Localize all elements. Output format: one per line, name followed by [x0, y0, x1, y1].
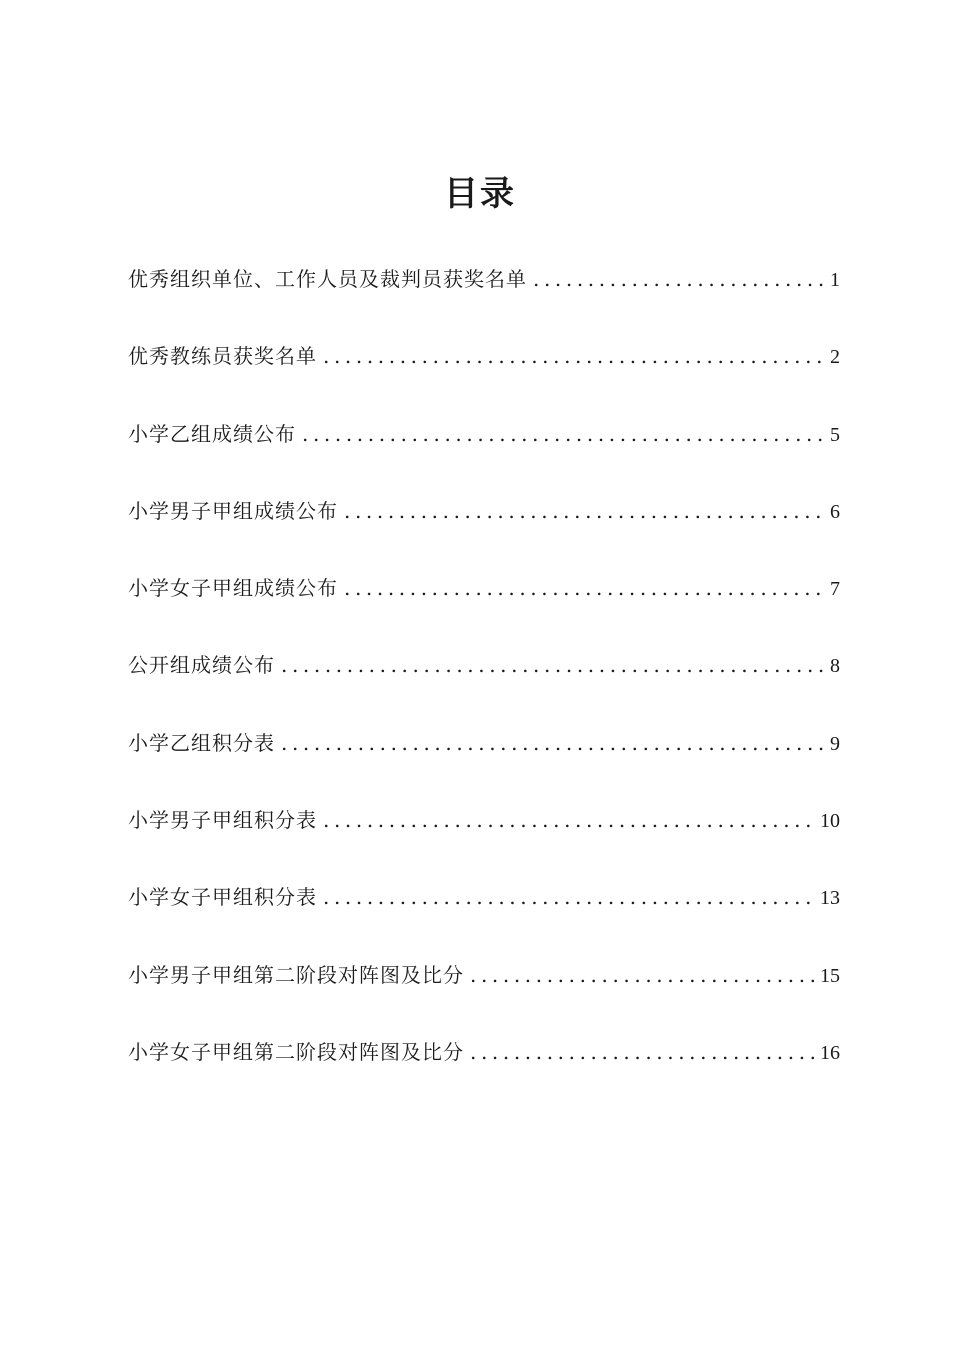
toc-entry-page: 5	[830, 423, 840, 446]
toc-entry-label: 小学男子甲组积分表	[128, 808, 317, 833]
toc-entry-label: 小学男子甲组成绩公布	[128, 498, 338, 523]
toc-entry[interactable]	[128, 413, 840, 490]
toc-dot-leader	[470, 1031, 816, 1073]
toc-dot-leader	[344, 490, 826, 532]
toc-entry-page: 9	[830, 732, 840, 755]
toc-entry-page: 13	[820, 887, 840, 910]
toc-entry-page: 16	[820, 1041, 840, 1064]
toc-dot-leader	[281, 644, 826, 686]
toc-title: 目录	[444, 174, 516, 214]
toc-entry[interactable]	[128, 954, 840, 1031]
toc-dot-leader	[344, 567, 826, 609]
toc-list	[128, 258, 840, 1108]
toc-dot-leader	[533, 258, 826, 300]
toc-entry-label: 小学乙组积分表	[128, 730, 275, 755]
toc-dot-leader	[323, 335, 826, 377]
toc-entry-page: 15	[820, 964, 840, 987]
toc-entry-label: 小学男子甲组第二阶段对阵图及比分	[128, 962, 464, 987]
toc-entry-page: 1	[830, 269, 840, 291]
toc-entry[interactable]	[128, 490, 840, 567]
toc-entry[interactable]	[128, 799, 840, 876]
toc-entry-label: 小学女子甲组成绩公布	[128, 576, 338, 601]
toc-entry[interactable]	[128, 876, 840, 953]
toc-entry-label: 公开组成绩公布	[128, 653, 275, 678]
toc-dot-leader	[302, 413, 826, 455]
toc-entry-page: 8	[830, 655, 840, 678]
toc-entry-label: 小学女子甲组积分表	[128, 885, 317, 910]
toc-dot-leader	[323, 799, 816, 841]
toc-dot-leader	[281, 722, 826, 764]
toc-entry-page: 6	[830, 500, 840, 523]
toc-entry[interactable]	[128, 258, 840, 335]
toc-entry-label: 优秀教练员获奖名单	[128, 344, 317, 369]
toc-entry[interactable]	[128, 644, 840, 721]
toc-entry-page: 10	[820, 810, 840, 833]
toc-entry[interactable]	[128, 335, 840, 412]
toc-entry-page: 2	[830, 346, 840, 369]
toc-entry[interactable]	[128, 722, 840, 799]
toc-dot-leader	[470, 954, 816, 996]
toc-entry-label: 小学女子甲组第二阶段对阵图及比分	[128, 1039, 464, 1064]
toc-entry-label: 小学乙组成绩公布	[128, 421, 296, 446]
toc-entry-label: 优秀组织单位、工作人员及裁判员获奖名单	[128, 267, 527, 291]
toc-entry-page: 7	[830, 578, 840, 601]
toc-dot-leader	[323, 876, 816, 918]
toc-entry[interactable]	[128, 567, 840, 644]
toc-entry[interactable]	[128, 1031, 840, 1108]
